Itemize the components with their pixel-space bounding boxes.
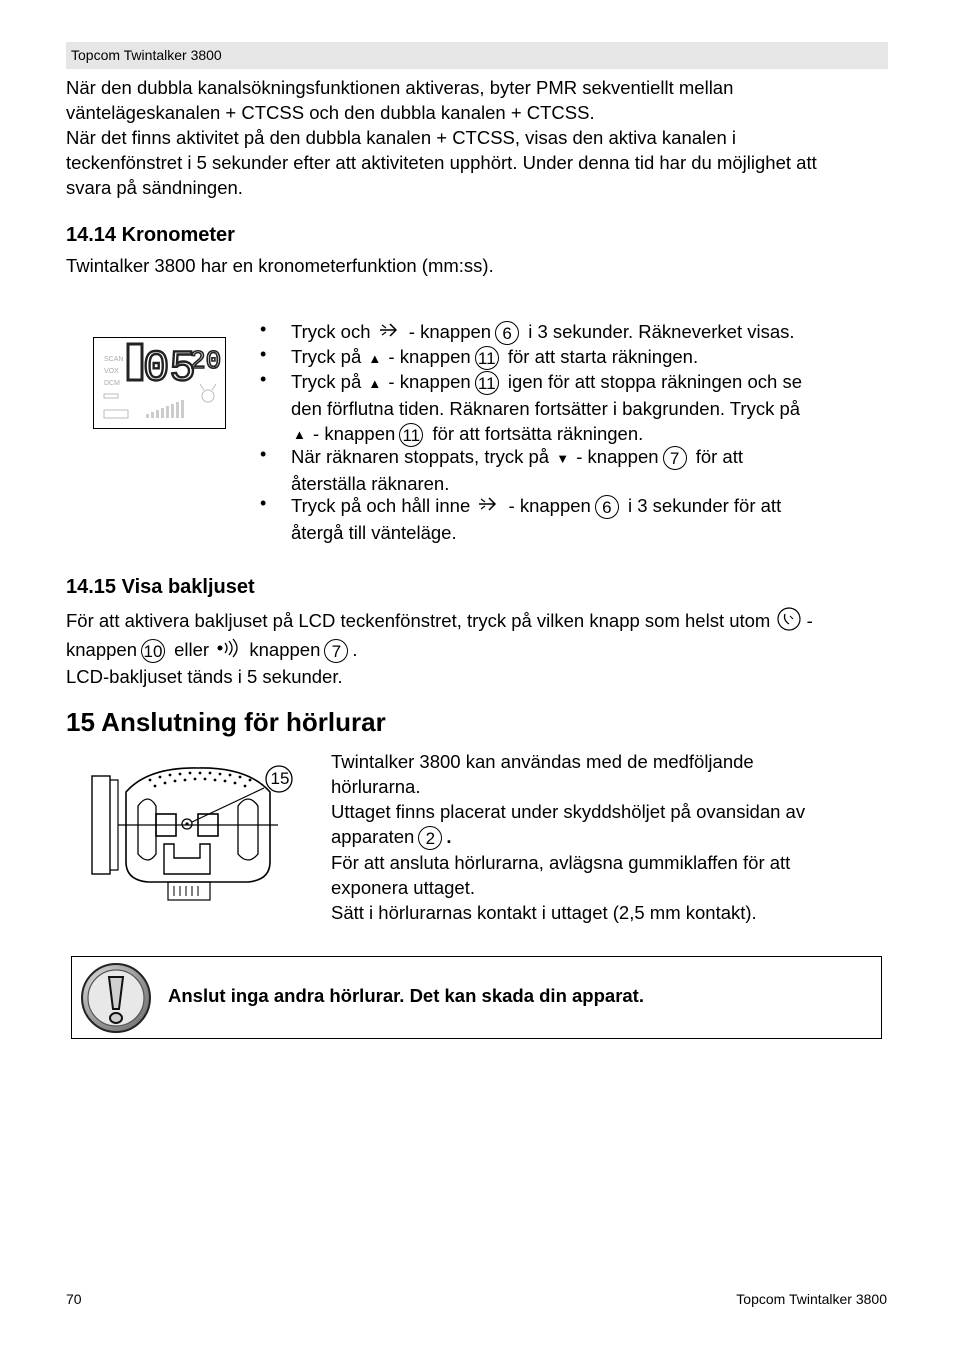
- device-top-illustration: [88, 762, 308, 912]
- bullet-item-1: [291, 319, 795, 346]
- up-triangle-icon: ▲: [293, 427, 306, 443]
- lcd-label-scan: SCAN: [104, 356, 124, 363]
- footer-title: Topcom Twintalker 3800: [736, 1291, 887, 1307]
- lcd-small-digits: 20: [190, 346, 222, 376]
- page-number: 70: [66, 1291, 82, 1307]
- bullet-item-5: [291, 493, 781, 545]
- lcd-display-image: [93, 337, 226, 429]
- bullet-text: i 3 sekunder. Räkneverket visas.: [528, 321, 795, 342]
- bullet-dot: •: [260, 319, 267, 339]
- horlurar-text: För att ansluta hörlurarna, avlägsna gummiklaffen för att: [331, 852, 791, 874]
- monitor-sound-icon: [214, 638, 244, 664]
- bakljus-text: eller: [174, 639, 210, 660]
- horlurar-text: apparaten: [331, 826, 415, 847]
- bullet-text: - knappen: [508, 495, 591, 516]
- bakljus-text: knappen: [66, 639, 137, 660]
- button-number-badge: 7: [663, 446, 687, 470]
- button-number-badge: 10: [141, 639, 165, 663]
- horlurar-text: exponera uttaget.: [331, 877, 475, 899]
- up-triangle-icon: ▲: [368, 375, 382, 391]
- button-number-badge: 7: [324, 639, 348, 663]
- horlurar-text: Twintalker 3800 kan användas med de medföljande: [331, 751, 754, 772]
- lcd-label-vox: VOX: [104, 368, 119, 375]
- button-number-badge: 11: [475, 346, 499, 370]
- intro-line: När det finns aktivitet på den dubbla kanalen + CTCSS, visas den aktiva kanalen i: [66, 127, 736, 148]
- bullet-text: - knappen: [313, 422, 396, 444]
- bakljus-text: knappen: [249, 639, 321, 660]
- intro-line: väntelägeskanalen + CTCSS och den dubbla kanalen + CTCSS.: [66, 102, 595, 123]
- bullet-text: - knappen: [388, 371, 471, 392]
- horlurar-paragraph: [331, 749, 805, 925]
- bullet-dot: •: [260, 444, 267, 464]
- down-triangle-icon: ▼: [556, 450, 570, 466]
- bullet-text: - knappen: [388, 346, 471, 367]
- warning-box: [71, 956, 882, 1039]
- bullet-item-2: [291, 344, 698, 371]
- horlurar-text: Uttaget finns placerat under skyddshöljet på ovansidan av: [331, 801, 806, 822]
- intro-line: teckenfönstret i 5 sekunder efter att aktiviteten upphört. Under denna tid har du möjlighet att: [66, 152, 817, 173]
- button-number-badge: 2: [418, 826, 442, 850]
- button-number-badge: 6: [495, 321, 519, 345]
- horlurar-text: Sätt i hörlurarnas kontakt i uttaget (2,5 mm kontakt).: [331, 902, 757, 924]
- intro-line: När den dubbla kanalsökningsfunktionen aktiveras, byter PMR sekventiellt mellan: [66, 77, 734, 98]
- button-number-badge: 11: [399, 423, 423, 447]
- bullet-text: Tryck och: [291, 321, 371, 342]
- bullet-text: Tryck på och håll inne: [291, 495, 471, 516]
- bullet-text: - knappen: [408, 321, 492, 342]
- up-triangle-icon: ▲: [368, 350, 382, 366]
- bullet-text: Tryck på: [291, 371, 362, 392]
- bullet-item-3: [291, 369, 802, 447]
- bullet-text: i 3 sekunder för att: [627, 495, 782, 516]
- bullet-text: för att fortsätta räkningen.: [432, 422, 644, 444]
- bullet-item-4: [291, 444, 743, 496]
- menu-arrow-icon: [475, 494, 503, 520]
- bullet-text: återställa räknaren.: [291, 472, 450, 494]
- bakljus-paragraph: [66, 607, 896, 689]
- bullet-text: Tryck på: [291, 346, 362, 367]
- lcd-big-digits: 05: [143, 344, 196, 394]
- callout-number: 15: [270, 769, 290, 788]
- bullet-text: för att starta räkningen.: [507, 346, 699, 367]
- bullet-text: När räknaren stoppats, tryck på: [291, 446, 550, 467]
- bullet-dot: •: [260, 369, 267, 389]
- lcd-label-dcm: DCM: [104, 380, 120, 387]
- exclamation-icon: [81, 963, 151, 1033]
- bullet-dot: •: [260, 344, 267, 364]
- bullet-text: för att: [695, 446, 743, 467]
- bullet-text: den förflutna tiden. Räknaren fortsätter i bakgrunden. Tryck på: [291, 397, 801, 419]
- intro-line: svara på sändningen.: [66, 177, 243, 198]
- bakljus-text: -: [806, 609, 813, 631]
- bullet-text: - knappen: [576, 446, 659, 467]
- kronometer-text: Twintalker 3800 har en kronometerfunktion (mm:ss).: [66, 255, 494, 276]
- intro-paragraph: [66, 75, 817, 200]
- horlurar-text: hörlurarna.: [331, 776, 421, 797]
- section-heading-kronometer: 14.14 Kronometer: [66, 224, 235, 246]
- bakljus-text: .: [352, 639, 358, 660]
- bakljus-text: LCD-bakljuset tänds i 5 sekunder.: [66, 666, 343, 688]
- chapter-heading-horlurar: 15 Anslutning för hörlurar: [66, 707, 386, 737]
- header-title: Topcom Twintalker 3800: [71, 47, 222, 63]
- call-icon: [776, 607, 802, 637]
- warning-text: Anslut inga andra hörlurar. Det kan skada din apparat.: [168, 985, 644, 1006]
- button-number-badge: 6: [595, 495, 619, 519]
- bakljus-text: För att aktivera bakljuset på LCD teckenfönstret, tryck på vilken knapp som helst utom: [66, 609, 771, 631]
- bullet-text: igen för att stoppa räkningen och se: [507, 371, 802, 392]
- horlurar-text: .: [446, 826, 452, 847]
- menu-arrow-icon: [376, 320, 404, 346]
- button-number-badge: 11: [475, 371, 499, 395]
- bullet-dot: •: [260, 493, 267, 513]
- bullet-text: återgå till vänteläge.: [291, 522, 457, 544]
- section-heading-bakljus: 14.15 Visa bakljuset: [66, 576, 255, 598]
